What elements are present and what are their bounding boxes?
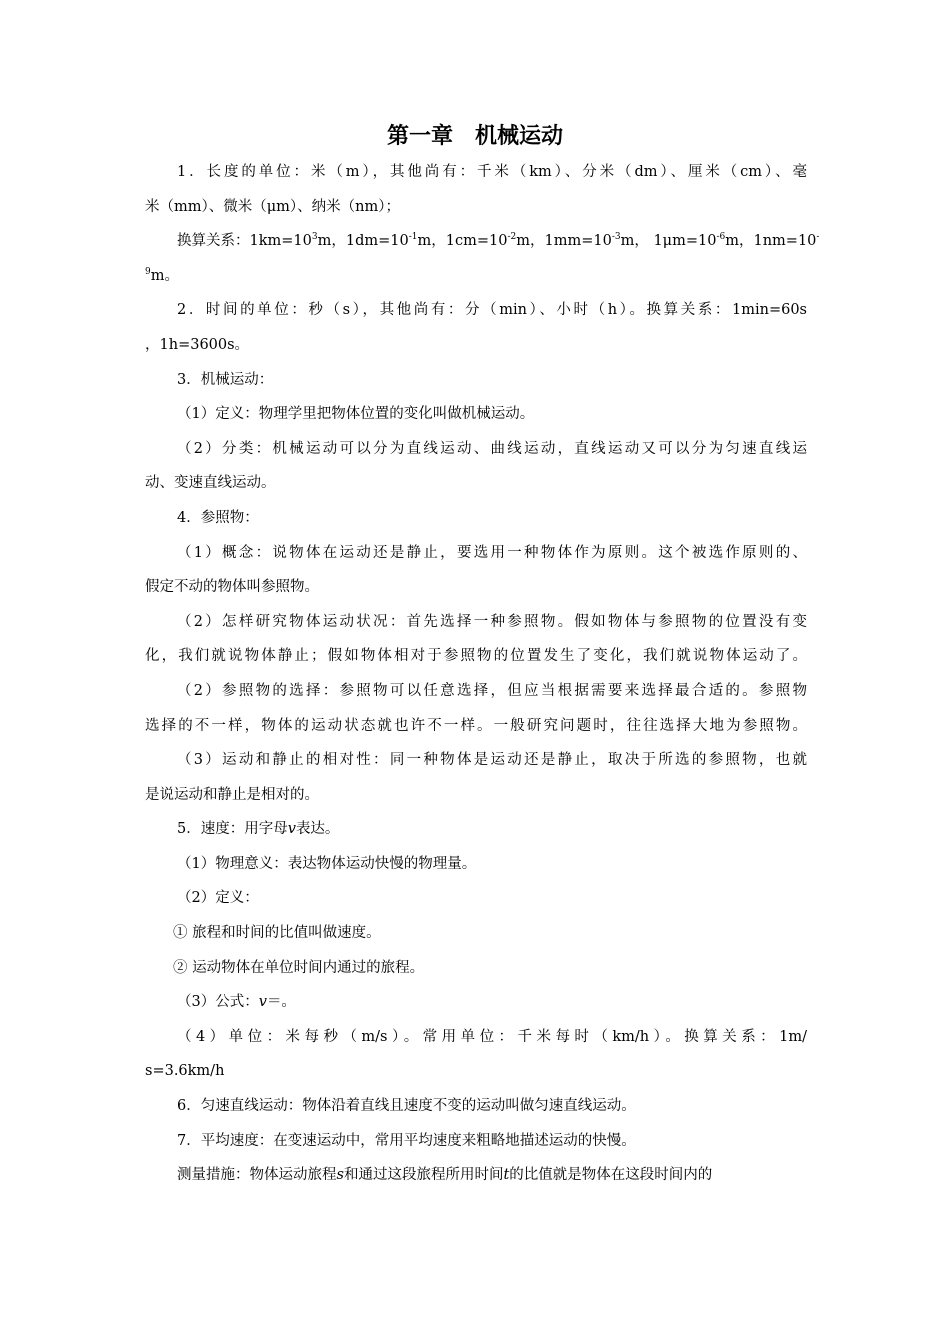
heading-speed: 5．速度：用字母v表达。 xyxy=(177,821,340,838)
document-body xyxy=(145,155,820,1193)
paragraph-speed-formula: （3）公式：v＝。 xyxy=(177,994,296,1011)
paragraph-length-units: 1．长度的单位：米（m），其他尚有：千米（km）、分米（dm）、厘米（cm）、毫 xyxy=(177,164,807,180)
paragraph-study-motion-cont: 化，我们就说物体静止；假如物体相对于参照物的位置发生了变化，我们就说物体运动了。 xyxy=(145,648,807,665)
paragraph-reference-concept-cont: 假定不动的物体叫参照物。 xyxy=(145,579,319,596)
paragraph-time-units-cont: ，1h=3600s。 xyxy=(145,336,250,353)
list-item-speed-def-2: ② 运动物体在单位时间内通过的旅程。 xyxy=(173,959,425,976)
paragraph-speed-meaning: （1）物理意义：表达物体运动快慢的物理量。 xyxy=(177,855,477,872)
paragraph-relativity-cont: 是说运动和静止是相对的。 xyxy=(145,786,319,803)
paragraph-uniform-motion: 6．匀速直线运动：物体沿着直线且速度不变的运动叫做匀速直线运动。 xyxy=(177,1098,636,1115)
paragraph-length-conversion: 换算关系：$1km=10^3m$，$1dm=10^{-1}m$，$1cm=10^{-2}m$，$1mm=10^{-3}m$， $1\mu m=10^{-6}m$，1nm=10- xyxy=(177,232,820,250)
paragraph-average-speed: 7．平均速度：在变速运动中，常用平均速度来粗略地描述运动的快慢。 xyxy=(177,1132,636,1149)
paragraph-speed-units: （4）单位：米每秒（m/s）。常用单位：千米每时（km/h）。换算关系：1m/ xyxy=(177,1028,807,1045)
paragraph-reference-choice-cont: 选择的不一样，物体的运动状态就也许不一样。一般研究问题时，往往选择大地为参照物。 xyxy=(145,717,807,734)
paragraph-reference-choice: （2）参照物的选择：参照物可以任意选择，但应当根据需要来选择最合适的。参照物 xyxy=(177,682,807,699)
paragraph-measurement: 测量措施：物体运动旅程s和通过这段旅程所用时间t的比值就是物体在这段时间内的 xyxy=(177,1167,713,1184)
paragraph-length-units-cont: 米（mm）、微米（μm）、纳米（nm）； xyxy=(145,198,401,215)
paragraph-relativity: （3）运动和静止的相对性：同一种物体是运动还是静止，取决于所选的参照物，也就 xyxy=(177,752,807,769)
list-item-speed-def-1: ① 旅程和时间的比值叫做速度。 xyxy=(173,925,381,942)
paragraph-motion-classification: （2）分类：机械运动可以分为直线运动、曲线运动，直线运动又可以分为匀速直线运 xyxy=(177,440,807,457)
paragraph-motion-definition: （1）定义：物理学里把物体位置的变化叫做机械运动。 xyxy=(177,406,535,423)
paragraph-motion-classification-cont: 动、变速直线运动。 xyxy=(145,475,276,492)
paragraph-reference-concept: （1）概念：说物体在运动还是静止，要选用一种物体作为原则。这个被选作原则的、 xyxy=(177,544,807,561)
heading-reference-object: 4．参照物： xyxy=(177,509,259,526)
paragraph-speed-units-cont: s=3.6km/h xyxy=(145,1063,225,1080)
heading-mechanical-motion: 3．机械运动： xyxy=(177,371,274,388)
paragraph-speed-definition: （2）定义： xyxy=(177,890,259,907)
chapter-title: 第一章 机械运动 xyxy=(386,124,563,149)
paragraph-study-motion: （2）怎样研究物体运动状况：首先选择一种参照物。假如物体与参照物的位置没有变 xyxy=(177,613,807,630)
paragraph-time-units: 2．时间的单位：秒（s），其他尚有：分（min）、小时（h）。换算关系：1min=60s xyxy=(177,302,807,319)
paragraph-length-conversion-cont: $^9$m。 xyxy=(145,266,179,284)
